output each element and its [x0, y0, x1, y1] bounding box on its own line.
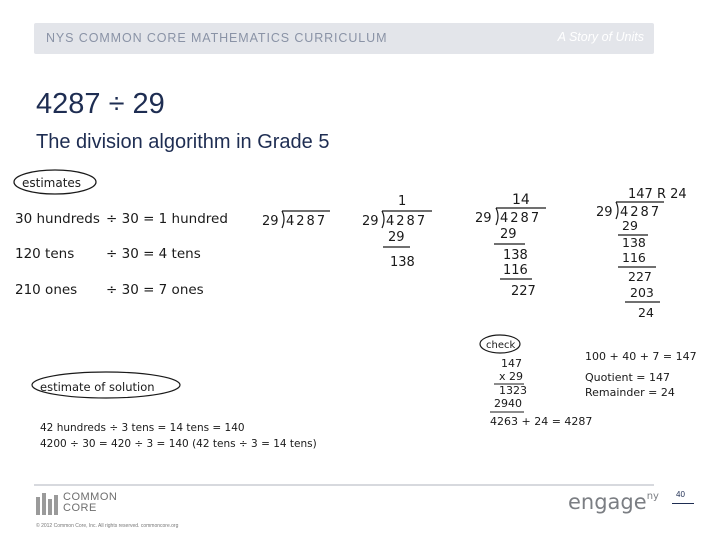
brand-line-2: CORE: [63, 502, 97, 514]
common-core-logo-icon: [36, 493, 60, 515]
step3-work-3: 116: [503, 263, 528, 278]
step3-work-4: 227: [511, 284, 536, 299]
series-label: A Story of Units: [557, 30, 644, 44]
step3-work-2: 138: [503, 248, 528, 263]
check-line-5: 4263 + 24 = 4287: [490, 415, 593, 428]
step2-quotient: 1: [398, 194, 407, 209]
check-line-3: 1323: [499, 384, 527, 397]
step4-work-3: 116: [622, 250, 646, 265]
step3-divisor: 29: [475, 211, 492, 226]
check-line-1: 147: [501, 357, 522, 370]
page-subtitle: The division algorithm in Grade 5: [36, 131, 330, 153]
page-title: 4287 ÷ 29: [36, 88, 165, 120]
estimate-left-1: 30 hundreds: [15, 211, 100, 227]
result-remainder: Remainder = 24: [585, 386, 675, 399]
step2-work-2: 138: [390, 255, 415, 270]
copyright: © 2012 Common Core, Inc. All rights reserved. commoncore.org: [36, 523, 179, 529]
step4-work-4: 227: [628, 269, 652, 284]
result-sum: 100 + 40 + 7 = 147: [585, 350, 697, 363]
check-line-4: 2940: [494, 397, 522, 410]
solution-line-1: 42 hundreds ÷ 3 tens = 14 tens = 140: [40, 422, 245, 434]
solution-line-2: 4200 ÷ 30 = 420 ÷ 3 = 140 (42 tens ÷ 3 = 14 tens): [40, 438, 317, 450]
step4-work-5: 203: [630, 285, 654, 300]
step4-work-6: 24: [638, 305, 654, 320]
step4-divisor: 29: [596, 205, 613, 220]
engageny-logo: [568, 490, 659, 514]
estimates-label: estimates: [22, 176, 82, 190]
step1-dividend: 4287: [286, 214, 328, 229]
solution-label: estimate of solution: [40, 380, 155, 394]
step2-divisor: 29: [362, 214, 379, 229]
step4-work-1: 29: [622, 218, 638, 233]
common-core-logo-text: [63, 492, 117, 514]
step1-divisor: 29: [262, 214, 279, 229]
step2-work-1: 29: [388, 230, 405, 245]
estimate-left-3: 210 ones: [15, 282, 78, 298]
page-number-rule: [672, 503, 694, 504]
footer-divider: [34, 484, 654, 486]
step3-dividend: 4287: [500, 211, 542, 226]
step4-dividend: 4287: [620, 205, 662, 220]
brand-line-1: COMMON: [63, 491, 118, 503]
step3-quotient: 14: [512, 192, 530, 208]
estimate-right-1: ÷ 30 = 1 hundred: [106, 211, 228, 227]
check-line-2: x 29: [499, 370, 524, 383]
engage-word: engage: [568, 490, 647, 514]
page-number: 40: [676, 490, 685, 499]
engage-sup: ny: [646, 491, 659, 502]
estimate-left-2: 120 tens: [15, 246, 75, 262]
step3-work-1: 29: [500, 227, 517, 242]
check-label: check: [486, 340, 516, 351]
estimate-right-3: ÷ 30 = 7 ones: [106, 282, 204, 298]
step4-quotient: 147 R 24: [628, 187, 687, 202]
result-quotient: Quotient = 147: [585, 371, 670, 384]
step4-work-2: 138: [622, 235, 646, 250]
step2-dividend: 4287: [386, 214, 428, 229]
curriculum-label: NYS COMMON CORE MATHEMATICS CURRICULUM: [46, 31, 388, 45]
estimate-right-2: ÷ 30 = 4 tens: [106, 246, 201, 262]
